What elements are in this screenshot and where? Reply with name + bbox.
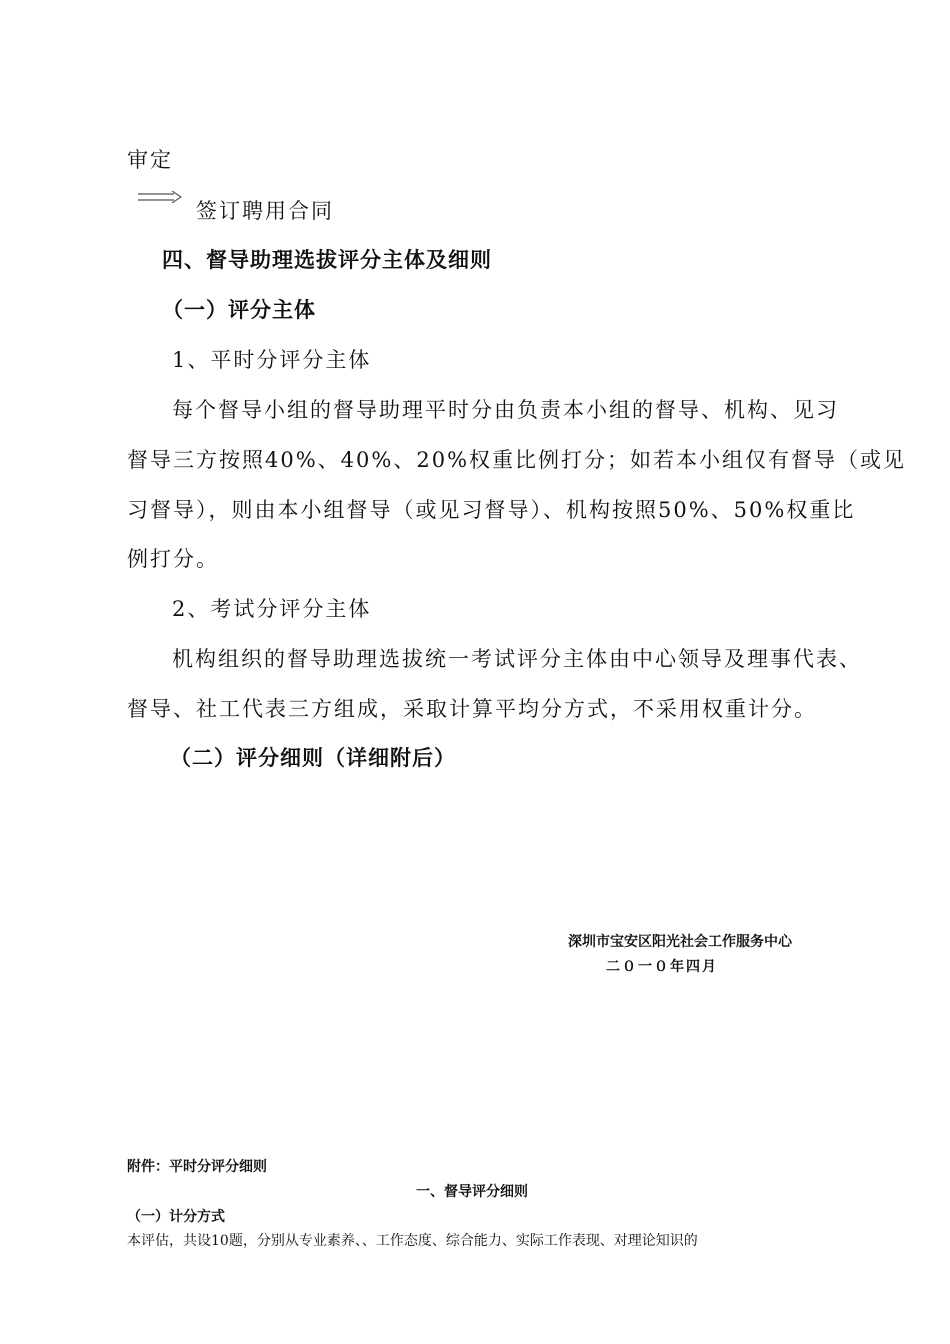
appendix-first-line: 本评估，共设10题，分别从专业素养、、工作态度、综合能力、实际工作表现、对理论知识的 xyxy=(127,1233,698,1249)
item-1-paragraph-line: 习督导），则由本小组督导（或见习督导）、机构按照50%、50%权重比 xyxy=(127,498,856,522)
appendix-heading: 一、督导评分细则 xyxy=(416,1184,528,1200)
item-1-paragraph-line: 每个督导小组的督导助理平时分由负责本小组的督导、机构、见习 xyxy=(172,398,839,422)
item-2-title: 2、考试分评分主体 xyxy=(172,597,372,621)
signature-organization: 深圳市宝安区阳光社会工作服务中心 xyxy=(568,934,792,950)
subsection-1-title: （一）评分主体 xyxy=(162,297,316,322)
item-1-paragraph-line: 例打分。 xyxy=(127,547,219,571)
item-2-paragraph-line: 督导、社工代表三方组成，采取计算平均分方式，不采用权重计分。 xyxy=(127,697,817,721)
appendix-label: 附件：平时分评分细则 xyxy=(127,1159,267,1175)
subsection-2-title: （二）评分细则（详细附后） xyxy=(170,745,456,770)
signature-date: 二０一０年四月 xyxy=(606,959,718,975)
appendix-subheading: （一）计分方式 xyxy=(127,1209,225,1225)
section-4-title: 四、督导助理选拔评分主体及细则 xyxy=(162,247,492,272)
flow-step-review: 审定 xyxy=(127,148,173,172)
flow-step-contract: 签订聘用合同 xyxy=(196,199,334,223)
item-1-paragraph-line: 督导三方按照40%、40%、20%权重比例打分；如若本小组仅有督导（或见 xyxy=(127,448,907,472)
item-1-title: 1、平时分评分主体 xyxy=(172,348,372,372)
item-2-paragraph-line: 机构组织的督导助理选拔统一考试评分主体由中心领导及理事代表、 xyxy=(172,647,862,671)
double-line-right-arrow-icon xyxy=(138,191,182,203)
